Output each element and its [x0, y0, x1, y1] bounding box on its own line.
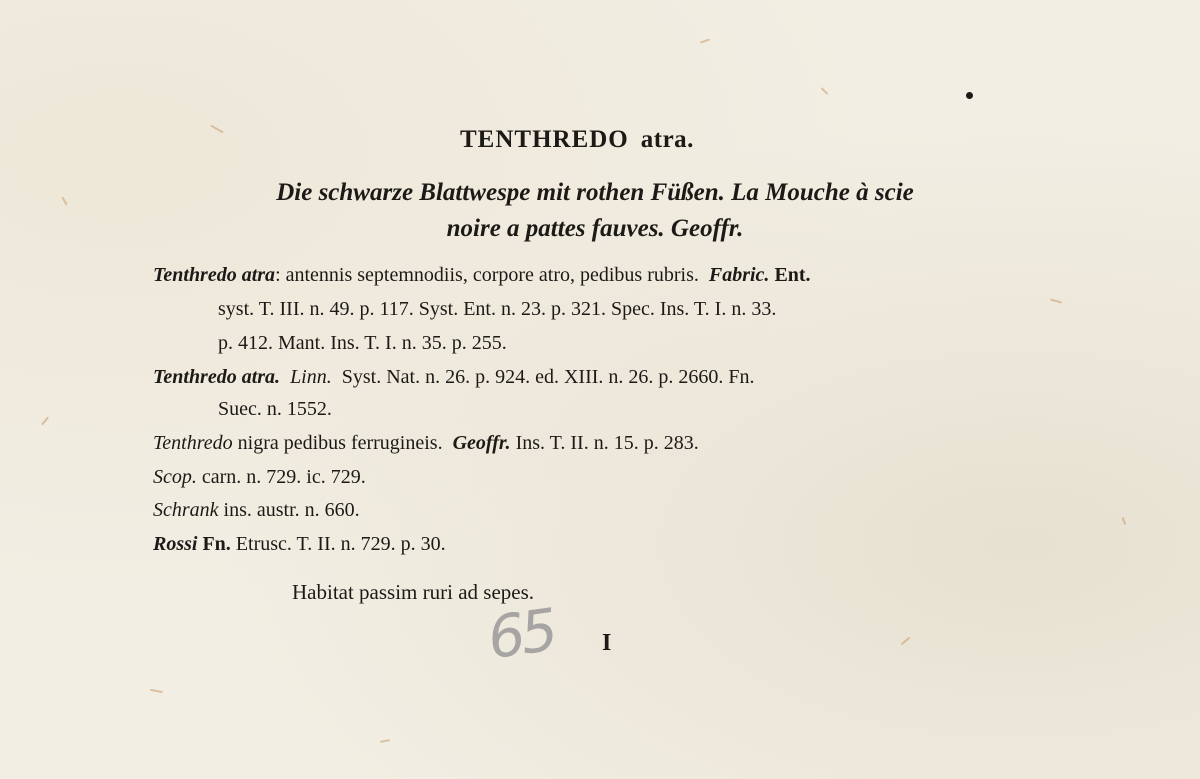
author: Schrank — [153, 499, 219, 521]
reference-abbrev: Fn. — [202, 533, 231, 555]
author: Scop. — [153, 466, 197, 488]
paper-fleck — [901, 637, 911, 646]
pencil-page-number: 65 — [483, 595, 559, 673]
paper-fleck — [150, 689, 163, 693]
synonymy-line-4 — [153, 366, 755, 389]
synonymy-line-9 — [153, 533, 446, 556]
author: Fabric. — [708, 264, 770, 286]
taxon-name: Tenthredo atra — [153, 264, 276, 286]
description: : antennis septemnodiis, corpore atro, pedibus rubris. — [275, 264, 699, 286]
synonymy-line-5: Suec. n. 1552. — [218, 398, 332, 420]
synonymy-line-7 — [153, 466, 366, 489]
author: Geoffr. — [452, 432, 511, 454]
genus-name: TENTHREDO — [460, 126, 629, 153]
taxon-name: Tenthredo atra. — [153, 366, 281, 388]
paper-fleck — [61, 197, 67, 206]
reference: Ins. T. II. n. 15. p. 283. — [515, 432, 699, 454]
reference: ins. austr. n. 660. — [223, 499, 360, 521]
synonymy-line-2: syst. T. III. n. 49. p. 117. Syst. Ent. n. 23. p. 321. Spec. Ins. T. I. n. 33. — [218, 298, 777, 320]
paper-fleck — [1122, 517, 1127, 525]
common-name-line-2: noire a pattes fauves. Geoffr. — [446, 215, 744, 242]
taxon-name: Tenthredo — [153, 432, 233, 454]
author: Rossi — [153, 533, 198, 555]
synonymy-line-1 — [153, 264, 811, 287]
reference: Syst. Nat. n. 26. p. 924. ed. XIII. n. 26. p. 2660. Fn. — [341, 366, 755, 388]
reference: Etrusc. T. II. n. 729. p. 30. — [235, 533, 446, 555]
reference: carn. n. 729. ic. 729. — [201, 466, 366, 488]
ink-dot — [966, 92, 973, 99]
author: Linn. — [290, 366, 332, 388]
paper-fleck — [700, 38, 710, 43]
habitat-text: Habitat passim ruri ad sepes. — [292, 580, 535, 604]
description: nigra pedibus ferrugineis. — [237, 432, 443, 454]
species-name: atra. — [640, 126, 694, 153]
paper-fleck — [380, 739, 390, 743]
paper-fleck — [41, 417, 49, 426]
paper-fleck — [821, 87, 829, 95]
synonymy-line-8 — [153, 499, 360, 522]
reference: Ent. — [774, 264, 811, 286]
synonymy-line-6 — [153, 432, 699, 455]
signature-mark: I — [602, 630, 612, 656]
synonymy-line-3: p. 412. Mant. Ins. T. I. n. 35. p. 255. — [218, 332, 507, 354]
common-name-line-1: Die schwarze Blattwespe mit rothen Füßen. La Mouche à scie — [276, 179, 914, 206]
paper-fleck — [1050, 298, 1062, 303]
page-title — [460, 124, 694, 154]
paper-fleck — [210, 125, 223, 134]
